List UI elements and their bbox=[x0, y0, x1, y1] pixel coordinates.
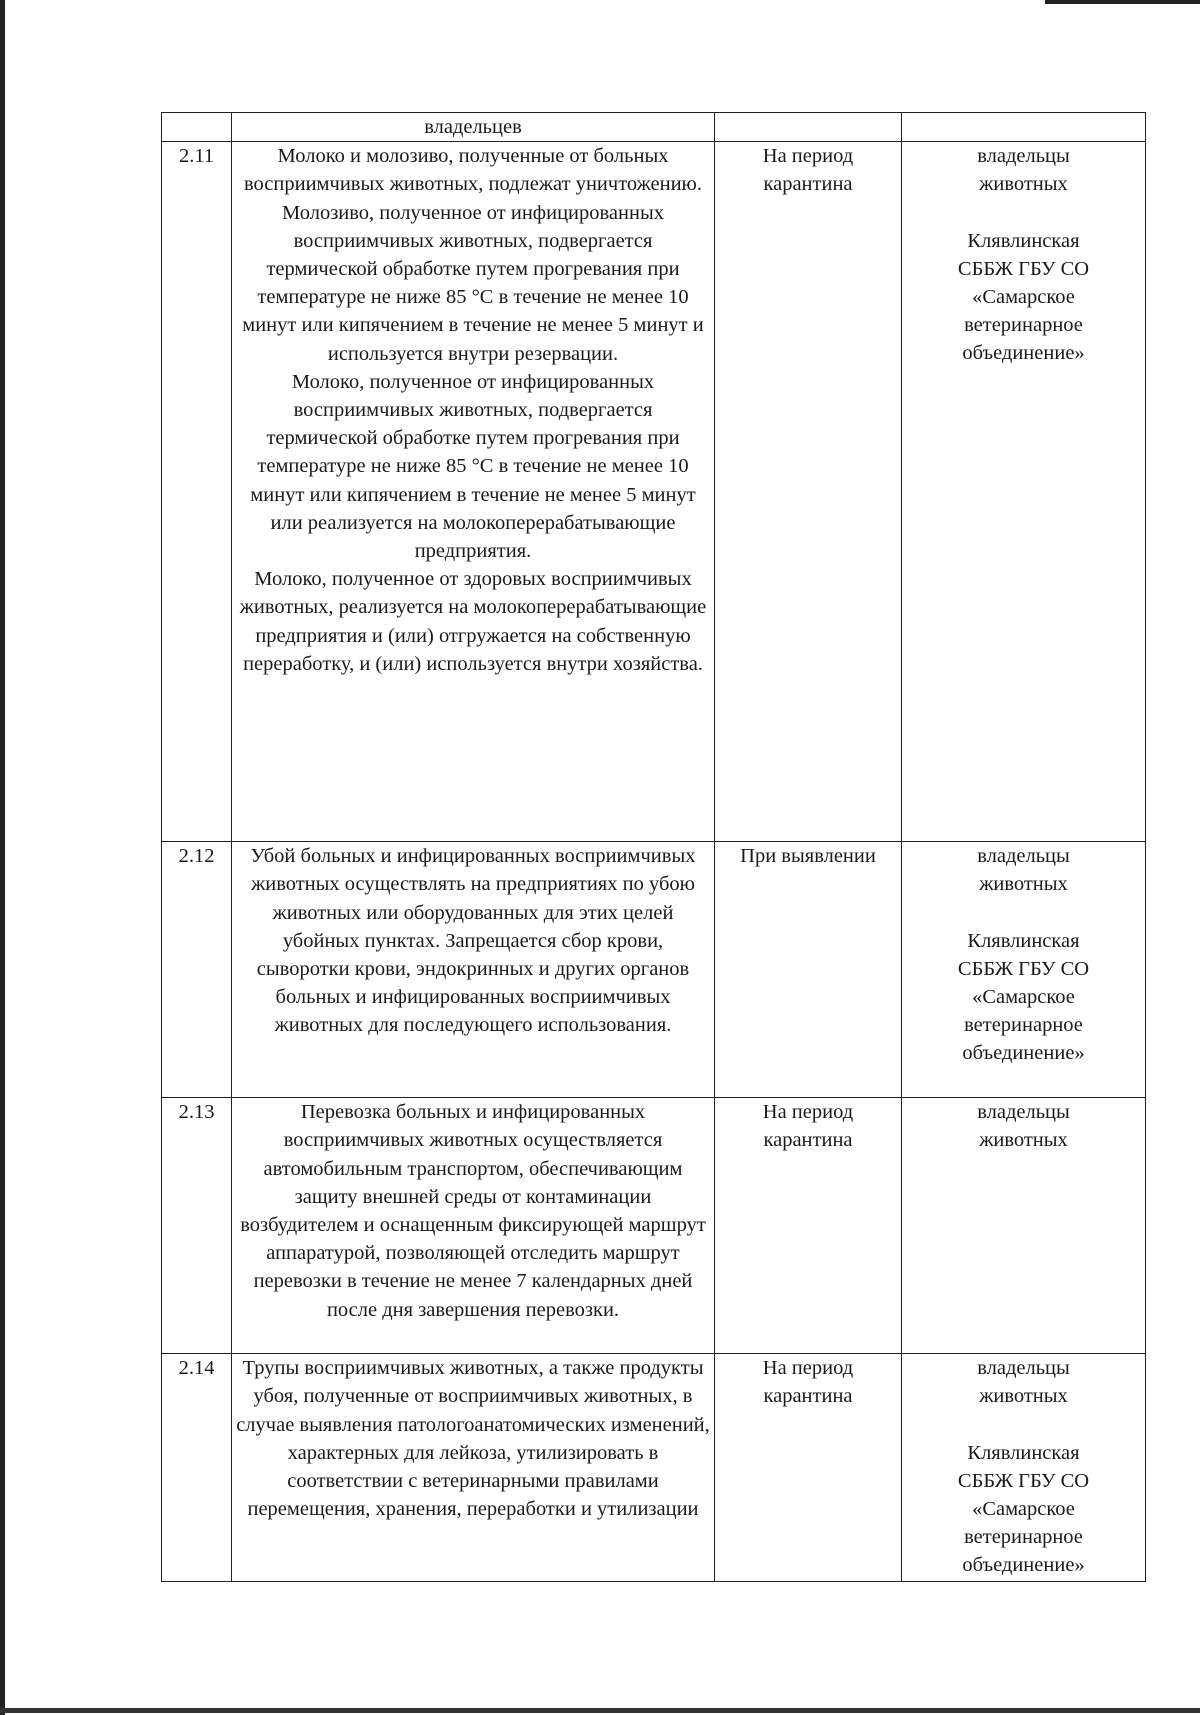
measure-cell bbox=[232, 1354, 715, 1582]
row-number bbox=[162, 113, 232, 142]
table-row bbox=[162, 1098, 1146, 1354]
measure-text: Молоко, полученное от инфицированных восприимчивых животных, подвергается термической обработке путем прогревания при температуре не ниже 85 °С в течение не менее 10 минут или кипячением в течение не менее 5 минут или реализуется на молокоперерабатывающие предприятия. bbox=[250, 370, 696, 563]
term-cell bbox=[715, 113, 902, 142]
table-row bbox=[162, 1354, 1146, 1582]
term-cell: При выявлении bbox=[715, 842, 902, 1098]
responsible-owners: владельцы животных bbox=[977, 1357, 1070, 1408]
scan-edge-bottom bbox=[0, 1708, 1200, 1713]
term-cell: На период карантина bbox=[715, 1354, 902, 1582]
scan-edge-left bbox=[0, 0, 5, 1715]
responsible-cell bbox=[902, 1098, 1146, 1354]
responsible-owners: владельцы животных bbox=[977, 1101, 1070, 1152]
scan-edge-top bbox=[1045, 0, 1200, 4]
row-number: 2.13 bbox=[162, 1098, 232, 1354]
row-number: 2.11 bbox=[162, 142, 232, 842]
responsible-cell bbox=[902, 142, 1146, 842]
measure-text: Убой больных и инфицированных восприимчивых животных осуществлять на предприятиях по убою животных или оборудованных для этих целей убойных пунктах. Запрещается сбор крови, сыворотки крови, эндокринных и других органов больных и инфицированных восприимчивых животных для последующего использования. bbox=[250, 845, 696, 1037]
row-number: 2.12 bbox=[162, 842, 232, 1098]
measure-cell bbox=[232, 842, 715, 1098]
measures-table bbox=[161, 112, 1146, 1582]
row-number: 2.14 bbox=[162, 1354, 232, 1582]
table-row bbox=[162, 142, 1146, 842]
measure-text: Молоко, полученное от здоровых восприимчивых животных, реализуется на молокоперерабатывающие предприятия и (или) отгружается на собственную переработку, и (или) используется внутри хозяйства. bbox=[239, 568, 707, 675]
measure-text: Трупы восприимчивых животных, а также продукты убоя, полученные от восприимчивых животных, в случае выявления патологоанатомических изменений, характерных для лейкоза, утилизировать в соответствии с ветеринарными правилами перемещения, хранения, переработки и утилизации bbox=[236, 1357, 710, 1521]
responsible-cell bbox=[902, 113, 1146, 142]
measure-cell bbox=[232, 113, 715, 142]
measure-text: Перевозка больных и инфицированных восприимчивых животных осуществляется автомобильным транспортом, обеспечивающим защиту внешней среды от контаминации возбудителем и оснащенным фиксирующей маршрут аппаратурой, позволяющей отследить маршрут перевозки в течение не менее 7 календарных дней после дня завершения перевозки. bbox=[240, 1101, 706, 1321]
measure-cell bbox=[232, 1098, 715, 1354]
measure-text: Молоко и молозиво, полученные от больных восприимчивых животных, подлежат уничтожению. Молозиво, полученное от инфицированных восприимчивых животных, подвергается термической обработке путем прогревания при температуре не ниже 85 °С в течение не менее 10 минут или кипячением в течение не менее 5 минут и используется внутри резервации. bbox=[242, 145, 704, 365]
responsible-service: Клявлинская СББЖ ГБУ СО «Самарское ветеринарное объединение» bbox=[957, 1441, 1090, 1577]
term-cell: На период карантина bbox=[715, 142, 902, 842]
responsible-owners: владельцы животных bbox=[977, 845, 1070, 896]
term-cell: На период карантина bbox=[715, 1098, 902, 1354]
responsible-owners: владельцы животных bbox=[977, 145, 1070, 196]
responsible-service: Клявлинская СББЖ ГБУ СО «Самарское ветеринарное объединение» bbox=[957, 929, 1090, 1065]
responsible-cell bbox=[902, 842, 1146, 1098]
responsible-cell bbox=[902, 1354, 1146, 1582]
table-row bbox=[162, 113, 1146, 142]
responsible-service: Клявлинская СББЖ ГБУ СО «Самарское ветеринарное объединение» bbox=[957, 229, 1090, 365]
measure-cell bbox=[232, 142, 715, 842]
table-row bbox=[162, 842, 1146, 1098]
measure-text: владельцев bbox=[424, 116, 522, 138]
